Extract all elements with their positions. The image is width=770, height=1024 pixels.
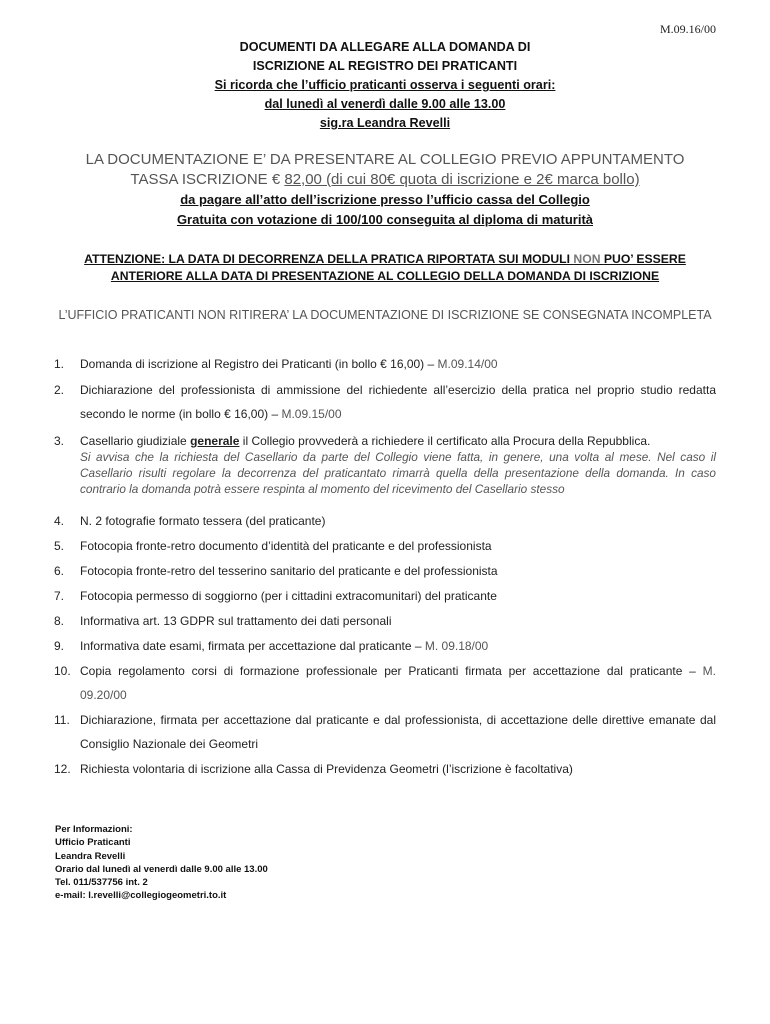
office-hours: dal lunedì al venerdì dalle 9.00 alle 13.00: [264, 97, 506, 111]
item-text: Dichiarazione, firmata per accettazione dal praticante e dal professionista, di accettazione delle direttive emanate dal Consiglio Nazionale dei Geometri: [80, 713, 716, 751]
item-number: 2.: [54, 383, 65, 397]
fee-amount: 82,00 (di cui 80€ quota di iscrizione e 2€ marca bollo): [284, 171, 640, 188]
hours-intro: Si ricorda che l’ufficio praticanti osserva i seguenti orari:: [214, 78, 556, 92]
item-code: M.09.15/00: [281, 407, 342, 421]
title-line-2: ISCRIZIONE AL REGISTRO DEI PRATICANTI: [252, 59, 518, 73]
list-item: [54, 757, 716, 781]
list-item: [54, 634, 716, 658]
warning-notice: [56, 251, 714, 285]
item-text: Fotocopia fronte-retro documento d’identità del praticante e del professionista: [80, 539, 492, 553]
warning-part-1: ATTENZIONE: LA DATA DI DECORRENZA DELLA PRATICA RIPORTATA SUI MODULI: [84, 252, 571, 266]
fee-line: [0, 170, 770, 190]
appointment-notice: LA DOCUMENTAZIONE E’ DA PRESENTARE AL COLLEGIO PREVIO APPUNTAMENTO: [85, 151, 685, 168]
footer-hours: Orario dal lunedì al venerdì dalle 9.00 alle 13.00: [55, 863, 268, 875]
item-text: Dichiarazione del professionista di ammissione del richiedente all’esercizio della pratica nel proprio studio redatta secondo le norme (in bollo € 16,00) –: [80, 383, 716, 421]
warning-non: NON: [573, 252, 601, 266]
item-number: 3.: [54, 434, 65, 448]
item-emph: generale: [190, 434, 240, 448]
document-list: [54, 352, 716, 781]
footer-person: Leandra Revelli: [55, 850, 126, 862]
item-number: 9.: [54, 639, 65, 653]
list-item: [54, 534, 716, 558]
list-item: [54, 352, 716, 376]
item-number: 5.: [54, 539, 65, 553]
document-header: [0, 38, 770, 133]
item-text: Richiesta volontaria di iscrizione alla Cassa di Previdenza Geometri (l’iscrizione è facoltativa): [80, 762, 573, 776]
warning-part-2: PUO’ ESSERE ANTERIORE ALLA DATA DI PRESENTAZIONE AL COLLEGIO DELLA DOMANDA DI ISCRIZIONE: [110, 252, 686, 283]
list-item: [54, 659, 716, 707]
item-code: M.09.14/00: [437, 357, 498, 371]
item-italic-note: Si avvisa che la richiesta del Casellario da parte del Collegio viene fatta, in genere, una volta al mese. Nel caso il Casellario risulti regolare la decorrenza del praticantato rimarrà quella della presentazione della domanda. In caso contrario la domanda potrà essere respinta al momento del ricevimento del Casellario stesso: [80, 450, 716, 496]
list-item: [54, 584, 716, 608]
title-line-1: DOCUMENTI DA ALLEGARE ALLA DOMANDA DI: [239, 40, 531, 54]
item-text: Domanda di iscrizione al Registro dei Praticanti (in bollo € 16,00) –: [80, 357, 435, 371]
footer-office: Ufficio Praticanti: [55, 837, 131, 849]
item-text: Informativa art. 13 GDPR sul trattamento dei dati personali: [80, 614, 392, 628]
footer-phone: Tel. 011/537756 int. 2: [55, 877, 148, 889]
item-number: 1.: [54, 357, 65, 371]
list-item: [54, 430, 716, 497]
item-number: 8.: [54, 614, 65, 628]
footer-email: e-mail: l.revelli@collegiogeometri.to.it: [55, 890, 227, 902]
list-item: [54, 559, 716, 583]
item-pre: Casellario giudiziale: [80, 434, 187, 448]
item-number: 6.: [54, 564, 65, 578]
list-item: [54, 609, 716, 633]
item-number: 10.: [54, 664, 71, 678]
item-number: 7.: [54, 589, 65, 603]
item-text: Informativa date esami, firmata per accettazione dal praticante –: [80, 639, 422, 653]
document-code: M.09.16/00: [659, 22, 716, 36]
item-text: Fotocopia permesso di soggiorno (per i cittadini extracomunitari) del praticante: [80, 589, 497, 603]
list-item: [54, 509, 716, 533]
item-number: 12.: [54, 762, 71, 776]
footer-heading: Per Informazioni:: [55, 824, 133, 835]
item-number: 11.: [54, 713, 70, 727]
list-item: [54, 708, 716, 756]
item-text: N. 2 fotografie formato tessera (del praticante): [80, 514, 326, 528]
fee-free: Gratuita con votazione di 100/100 conseguita al diploma di maturità: [176, 212, 594, 227]
item-text: il Collegio provvederà a richiedere il certificato alla Procura della Repubblica.: [242, 434, 651, 448]
item-code: M. 09.20/00: [80, 664, 716, 702]
fee-payment: da pagare all’atto dell’iscrizione presso l’ufficio cassa del Collegio: [180, 192, 590, 207]
contact-footer: [55, 823, 268, 903]
item-number: 4.: [54, 514, 65, 528]
item-text: Copia regolamento corsi di formazione professionale per Praticanti firmata per accettazione dal praticante –: [80, 664, 696, 678]
incomplete-notice: L’UFFICIO PRATICANTI NON RITIRERA’ LA DOCUMENTAZIONE DI ISCRIZIONE SE CONSEGNATA INCOMPLETA: [58, 308, 712, 322]
fee-label: TASSA ISCRIZIONE €: [130, 171, 281, 188]
office-contact: sig.ra Leandra Revelli: [319, 116, 451, 130]
list-item: [54, 378, 716, 426]
appointment-and-fee: [0, 150, 770, 230]
item-code: M. 09.18/00: [424, 639, 489, 653]
item-text: Fotocopia fronte-retro del tesserino sanitario del praticante e del professionista: [80, 564, 498, 578]
